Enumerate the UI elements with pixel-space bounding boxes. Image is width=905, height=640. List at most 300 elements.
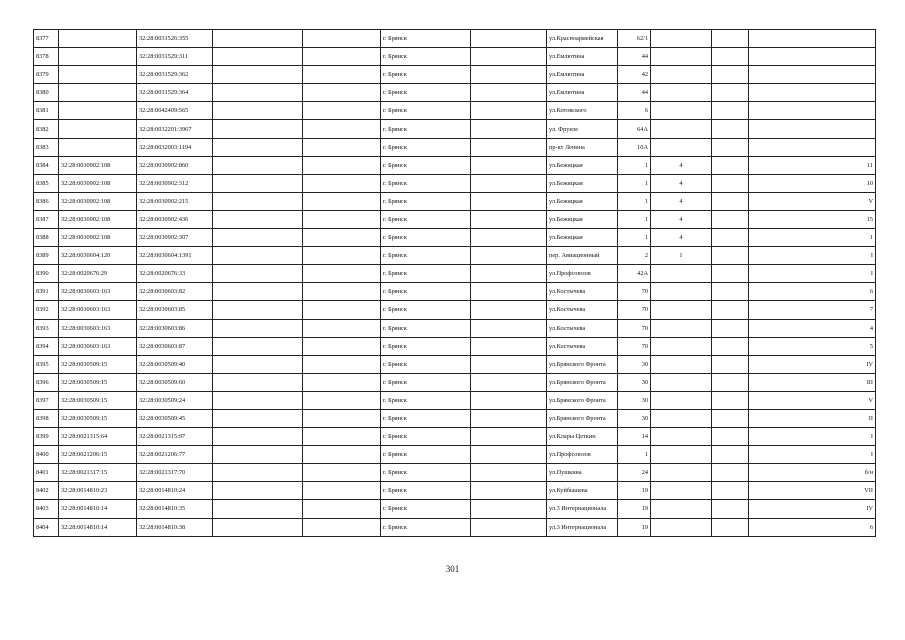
- cell-flat: б/н: [749, 464, 876, 482]
- cell-city: г. Брянск: [381, 301, 471, 319]
- cell-empty: [303, 265, 381, 283]
- cell-flat: [749, 66, 876, 84]
- cell-building: 1: [651, 247, 712, 265]
- cell-empty: [213, 120, 303, 138]
- cell-record-number: 8377: [34, 30, 59, 48]
- cell-cadastral-number: 32:28:0030603:85: [137, 301, 213, 319]
- cell-street: ул.Бежицкая: [547, 174, 618, 192]
- cell-building: [651, 319, 712, 337]
- cell-empty: [303, 138, 381, 156]
- cell-street: ул.Брянского Фронта: [547, 391, 618, 409]
- cell-city: г. Брянск: [381, 66, 471, 84]
- cell-house: 19: [618, 482, 651, 500]
- cell-street: ул.Емлютина: [547, 48, 618, 66]
- table-row: [34, 301, 876, 319]
- table-row: [34, 283, 876, 301]
- cell-parent-cadastral-number: 32:28:0030603:163: [59, 301, 137, 319]
- cell-cadastral-number: 32:28:0030902:436: [137, 210, 213, 228]
- cell-empty: [213, 66, 303, 84]
- cell-flat: 6: [749, 518, 876, 536]
- cell-cadastral-number: 32:28:0030902:860: [137, 156, 213, 174]
- cell-street: ул.Профсоюзов: [547, 265, 618, 283]
- cell-city: г. Брянск: [381, 518, 471, 536]
- table-row: [34, 464, 876, 482]
- cell-building: [651, 518, 712, 536]
- table-row: [34, 192, 876, 210]
- cell-empty: [303, 391, 381, 409]
- cell-empty: [712, 409, 749, 427]
- cell-building: [651, 84, 712, 102]
- cell-flat: II: [749, 409, 876, 427]
- cell-flat: 4: [749, 319, 876, 337]
- cell-house: 62/1: [618, 30, 651, 48]
- cell-cadastral-number: 32:28:0032201:3967: [137, 120, 213, 138]
- cell-record-number: 8404: [34, 518, 59, 536]
- cell-parent-cadastral-number: 32:28:0030509:15: [59, 373, 137, 391]
- cell-empty: [471, 283, 547, 301]
- cell-parent-cadastral-number: 32:28:0030603:163: [59, 319, 137, 337]
- cell-street: ул.Бежицкая: [547, 210, 618, 228]
- cell-parent-cadastral-number: 32:28:0021206:15: [59, 446, 137, 464]
- cell-parent-cadastral-number: [59, 138, 137, 156]
- cell-city: г. Брянск: [381, 446, 471, 464]
- cell-street: ул.Куйбышева: [547, 482, 618, 500]
- cell-empty: [471, 518, 547, 536]
- cell-empty: [471, 337, 547, 355]
- cell-house: 70: [618, 283, 651, 301]
- cell-cadastral-number: 32:28:0030902:215: [137, 192, 213, 210]
- cell-building: [651, 48, 712, 66]
- cell-empty: [712, 301, 749, 319]
- cell-empty: [471, 102, 547, 120]
- cell-parent-cadastral-number: 32:28:0030902:108: [59, 192, 137, 210]
- cell-building: [651, 446, 712, 464]
- cell-empty: [471, 30, 547, 48]
- cell-empty: [213, 30, 303, 48]
- cell-cadastral-number: 32:28:0030603:82: [137, 283, 213, 301]
- cell-street: ул.Клары Цеткин: [547, 428, 618, 446]
- table-row: [34, 391, 876, 409]
- cell-house: 30: [618, 391, 651, 409]
- cell-parent-cadastral-number: 32:28:0030509:15: [59, 355, 137, 373]
- cell-record-number: 8386: [34, 192, 59, 210]
- table-row: [34, 319, 876, 337]
- cell-city: г. Брянск: [381, 409, 471, 427]
- cell-empty: [303, 482, 381, 500]
- cell-empty: [303, 192, 381, 210]
- page-number: 301: [445, 564, 460, 574]
- cell-building: [651, 428, 712, 446]
- cell-flat: [749, 84, 876, 102]
- cell-parent-cadastral-number: [59, 66, 137, 84]
- cell-flat: I: [749, 265, 876, 283]
- cell-empty: [471, 138, 547, 156]
- cell-flat: [749, 120, 876, 138]
- cell-building: [651, 30, 712, 48]
- table-row: [34, 355, 876, 373]
- cell-empty: [712, 446, 749, 464]
- cell-house: 6: [618, 102, 651, 120]
- cell-empty: [712, 500, 749, 518]
- cell-record-number: 8385: [34, 174, 59, 192]
- cell-empty: [303, 518, 381, 536]
- cell-record-number: 8391: [34, 283, 59, 301]
- cell-empty: [213, 355, 303, 373]
- cell-parent-cadastral-number: 32:28:0030902:108: [59, 156, 137, 174]
- cell-record-number: 8392: [34, 301, 59, 319]
- cell-empty: [471, 174, 547, 192]
- cell-empty: [471, 120, 547, 138]
- cell-street: ул.3 Интернационала: [547, 500, 618, 518]
- cell-street: ул.Костычева: [547, 319, 618, 337]
- cell-parent-cadastral-number: 32:28:0020676:29: [59, 265, 137, 283]
- cell-house: 30: [618, 373, 651, 391]
- cell-empty: [471, 428, 547, 446]
- cell-flat: [749, 30, 876, 48]
- cell-flat: I: [749, 247, 876, 265]
- cell-city: г. Брянск: [381, 391, 471, 409]
- cell-street: ул.Пушкина: [547, 464, 618, 482]
- cell-city: г. Брянск: [381, 192, 471, 210]
- cell-city: г. Брянск: [381, 337, 471, 355]
- cell-empty: [471, 446, 547, 464]
- cell-city: г. Брянск: [381, 102, 471, 120]
- cell-city: г. Брянск: [381, 500, 471, 518]
- cell-city: г. Брянск: [381, 120, 471, 138]
- cell-parent-cadastral-number: 32:28:0030604:120: [59, 247, 137, 265]
- cell-empty: [213, 174, 303, 192]
- cell-empty: [213, 409, 303, 427]
- cell-record-number: 8384: [34, 156, 59, 174]
- cell-city: г. Брянск: [381, 84, 471, 102]
- cell-flat: V: [749, 192, 876, 210]
- cell-empty: [213, 500, 303, 518]
- cell-flat: 6: [749, 283, 876, 301]
- table-row: [34, 156, 876, 174]
- cell-record-number: 8389: [34, 247, 59, 265]
- cell-cadastral-number: 32:28:0030604:1391: [137, 247, 213, 265]
- cell-city: г. Брянск: [381, 283, 471, 301]
- table-row: [34, 210, 876, 228]
- cell-cadastral-number: 32:28:0030603:86: [137, 319, 213, 337]
- cell-empty: [471, 66, 547, 84]
- cell-empty: [712, 319, 749, 337]
- cell-empty: [303, 210, 381, 228]
- cell-street: ул.Брянского Фронта: [547, 355, 618, 373]
- cell-empty: [712, 156, 749, 174]
- cell-city: г. Брянск: [381, 48, 471, 66]
- cell-cadastral-number: 32:28:0031529:364: [137, 84, 213, 102]
- cell-empty: [471, 301, 547, 319]
- cell-empty: [213, 210, 303, 228]
- cell-flat: III: [749, 373, 876, 391]
- cell-building: [651, 301, 712, 319]
- cell-cadastral-number: 32:28:0042409:565: [137, 102, 213, 120]
- cell-street: ул.Костычева: [547, 283, 618, 301]
- table-row: [34, 265, 876, 283]
- cell-building: [651, 482, 712, 500]
- cell-empty: [303, 301, 381, 319]
- cell-flat: [749, 102, 876, 120]
- cell-empty: [303, 247, 381, 265]
- cell-street: ул.3 Интернационала: [547, 518, 618, 536]
- cell-empty: [712, 48, 749, 66]
- cell-house: 24: [618, 464, 651, 482]
- cell-building: [651, 337, 712, 355]
- cell-empty: [712, 518, 749, 536]
- cell-house: 64А: [618, 120, 651, 138]
- cell-cadastral-number: 32:28:0030509:24: [137, 391, 213, 409]
- cell-street: ул.Костычева: [547, 337, 618, 355]
- cell-empty: [213, 319, 303, 337]
- cell-record-number: 8380: [34, 84, 59, 102]
- cell-street: ул. Фрунзе: [547, 120, 618, 138]
- cell-cadastral-number: 32:28:0030509:45: [137, 409, 213, 427]
- cell-empty: [712, 373, 749, 391]
- cell-empty: [712, 102, 749, 120]
- cell-building: 4: [651, 192, 712, 210]
- table-row: [34, 229, 876, 247]
- cell-empty: [213, 373, 303, 391]
- cell-empty: [213, 446, 303, 464]
- cell-empty: [712, 355, 749, 373]
- table-row: [34, 373, 876, 391]
- cell-parent-cadastral-number: 32:28:0030603:163: [59, 283, 137, 301]
- cell-empty: [712, 337, 749, 355]
- cell-empty: [303, 337, 381, 355]
- cell-flat: 5: [749, 337, 876, 355]
- cell-street: ул.Бежицкая: [547, 156, 618, 174]
- cell-empty: [712, 138, 749, 156]
- cell-empty: [213, 192, 303, 210]
- cell-street: ул.Костычева: [547, 301, 618, 319]
- cell-empty: [712, 30, 749, 48]
- cell-building: [651, 265, 712, 283]
- cell-empty: [712, 428, 749, 446]
- cell-record-number: 8399: [34, 428, 59, 446]
- cell-empty: [712, 247, 749, 265]
- table-row: [34, 500, 876, 518]
- cell-empty: [213, 48, 303, 66]
- cell-flat: [749, 138, 876, 156]
- cell-empty: [471, 48, 547, 66]
- cell-street: ул.Емлютина: [547, 84, 618, 102]
- cell-street: ул.Профсоюзов: [547, 446, 618, 464]
- cell-record-number: 8402: [34, 482, 59, 500]
- cell-empty: [213, 428, 303, 446]
- cell-cadastral-number: 32:28:0030603:87: [137, 337, 213, 355]
- cell-street: ул.Брянского Фронта: [547, 409, 618, 427]
- cell-empty: [213, 265, 303, 283]
- cell-empty: [213, 464, 303, 482]
- cell-empty: [213, 247, 303, 265]
- registry-table: [33, 29, 876, 537]
- cell-parent-cadastral-number: 32:28:0030902:108: [59, 229, 137, 247]
- cell-empty: [712, 229, 749, 247]
- cell-cadastral-number: 32:28:0031529:311: [137, 48, 213, 66]
- cell-building: [651, 102, 712, 120]
- cell-record-number: 8378: [34, 48, 59, 66]
- cell-parent-cadastral-number: 32:28:0014810:23: [59, 482, 137, 500]
- table-row: [34, 30, 876, 48]
- cell-flat: 10: [749, 174, 876, 192]
- cell-building: [651, 120, 712, 138]
- cell-cadastral-number: 32:28:0031526:355: [137, 30, 213, 48]
- cell-record-number: 8390: [34, 265, 59, 283]
- cell-empty: [303, 428, 381, 446]
- cell-empty: [471, 210, 547, 228]
- cell-city: г. Брянск: [381, 210, 471, 228]
- table-body: [34, 30, 876, 537]
- cell-parent-cadastral-number: 32:28:0030603:163: [59, 337, 137, 355]
- cell-parent-cadastral-number: 32:28:0030509:15: [59, 391, 137, 409]
- cell-record-number: 8395: [34, 355, 59, 373]
- cell-flat: [749, 48, 876, 66]
- cell-empty: [471, 229, 547, 247]
- cell-house: 1: [618, 174, 651, 192]
- cell-building: [651, 138, 712, 156]
- cell-empty: [471, 355, 547, 373]
- cell-flat: I: [749, 428, 876, 446]
- cell-building: [651, 391, 712, 409]
- cell-building: [651, 500, 712, 518]
- cell-city: г. Брянск: [381, 265, 471, 283]
- table-row: [34, 518, 876, 536]
- cell-house: 70: [618, 319, 651, 337]
- cell-city: г. Брянск: [381, 482, 471, 500]
- cell-empty: [471, 247, 547, 265]
- cell-record-number: 8382: [34, 120, 59, 138]
- cell-building: 4: [651, 229, 712, 247]
- table-row: [34, 247, 876, 265]
- cell-empty: [213, 283, 303, 301]
- table-row: [34, 84, 876, 102]
- cell-house: 19: [618, 518, 651, 536]
- cell-record-number: 8396: [34, 373, 59, 391]
- cell-empty: [471, 409, 547, 427]
- cell-flat: 1: [749, 229, 876, 247]
- cell-empty: [712, 283, 749, 301]
- cell-street: ул.Котовского: [547, 102, 618, 120]
- cell-empty: [213, 138, 303, 156]
- cell-cadastral-number: 32:28:0032003:1194: [137, 138, 213, 156]
- cell-flat: 11: [749, 156, 876, 174]
- cell-empty: [471, 319, 547, 337]
- cell-empty: [712, 482, 749, 500]
- cell-house: 19: [618, 500, 651, 518]
- cell-street: ул.Бежицкая: [547, 229, 618, 247]
- cell-empty: [712, 464, 749, 482]
- cell-city: г. Брянск: [381, 464, 471, 482]
- cell-empty: [303, 283, 381, 301]
- cell-empty: [303, 409, 381, 427]
- cell-parent-cadastral-number: 32:28:0030902:108: [59, 210, 137, 228]
- cell-parent-cadastral-number: 32:28:0014810:14: [59, 518, 137, 536]
- cell-empty: [213, 482, 303, 500]
- cell-empty: [213, 337, 303, 355]
- table-row: [34, 482, 876, 500]
- cell-building: [651, 409, 712, 427]
- cell-empty: [213, 156, 303, 174]
- cell-empty: [303, 373, 381, 391]
- cell-house: 42А: [618, 265, 651, 283]
- cell-city: г. Брянск: [381, 30, 471, 48]
- cell-street: ул.Брянского Фронта: [547, 373, 618, 391]
- table-row: [34, 409, 876, 427]
- cell-record-number: 8401: [34, 464, 59, 482]
- cell-city: г. Брянск: [381, 229, 471, 247]
- cell-empty: [303, 120, 381, 138]
- cell-house: 44: [618, 48, 651, 66]
- cell-parent-cadastral-number: 32:28:0021315:64: [59, 428, 137, 446]
- cell-cadastral-number: 32:28:0030509:40: [137, 355, 213, 373]
- cell-building: 4: [651, 174, 712, 192]
- cell-empty: [712, 192, 749, 210]
- cell-house: 42: [618, 66, 651, 84]
- cell-empty: [303, 48, 381, 66]
- cell-empty: [303, 355, 381, 373]
- cell-cadastral-number: 32:28:0014810:24: [137, 482, 213, 500]
- cell-house: 14: [618, 428, 651, 446]
- table-row: [34, 66, 876, 84]
- cell-cadastral-number: 32:28:0030902:307: [137, 229, 213, 247]
- cell-empty: [712, 265, 749, 283]
- cell-parent-cadastral-number: 32:28:0030902:108: [59, 174, 137, 192]
- cell-city: г. Брянск: [381, 138, 471, 156]
- cell-cadastral-number: 32:28:0021317:70: [137, 464, 213, 482]
- cell-building: 4: [651, 210, 712, 228]
- cell-empty: [712, 120, 749, 138]
- cell-empty: [213, 301, 303, 319]
- cell-flat: IV: [749, 355, 876, 373]
- cell-record-number: 8397: [34, 391, 59, 409]
- cell-empty: [303, 66, 381, 84]
- cell-street: пр-кт Ленина: [547, 138, 618, 156]
- cell-empty: [213, 102, 303, 120]
- cell-building: [651, 464, 712, 482]
- cell-empty: [471, 156, 547, 174]
- cell-empty: [213, 84, 303, 102]
- cell-flat: VII: [749, 482, 876, 500]
- cell-house: 1: [618, 192, 651, 210]
- cell-house: 70: [618, 301, 651, 319]
- cell-empty: [213, 229, 303, 247]
- cell-parent-cadastral-number: [59, 30, 137, 48]
- cell-empty: [712, 174, 749, 192]
- cell-city: г. Брянск: [381, 319, 471, 337]
- cell-record-number: 8383: [34, 138, 59, 156]
- cell-parent-cadastral-number: 32:28:0021317:15: [59, 464, 137, 482]
- cell-parent-cadastral-number: [59, 48, 137, 66]
- cell-record-number: 8394: [34, 337, 59, 355]
- cell-city: г. Брянск: [381, 156, 471, 174]
- cell-empty: [712, 210, 749, 228]
- cell-street: ул.Бежицкая: [547, 192, 618, 210]
- cell-cadastral-number: 32:28:0030509:60: [137, 373, 213, 391]
- cell-cadastral-number: 32:28:0021315:97: [137, 428, 213, 446]
- cell-flat: V: [749, 391, 876, 409]
- cell-record-number: 8398: [34, 409, 59, 427]
- table-row: [34, 138, 876, 156]
- cell-record-number: 8400: [34, 446, 59, 464]
- cell-record-number: 8388: [34, 229, 59, 247]
- cell-house: 30: [618, 409, 651, 427]
- cell-empty: [303, 102, 381, 120]
- cell-flat: I: [749, 446, 876, 464]
- table-row: [34, 446, 876, 464]
- cell-empty: [213, 518, 303, 536]
- cell-city: г. Брянск: [381, 247, 471, 265]
